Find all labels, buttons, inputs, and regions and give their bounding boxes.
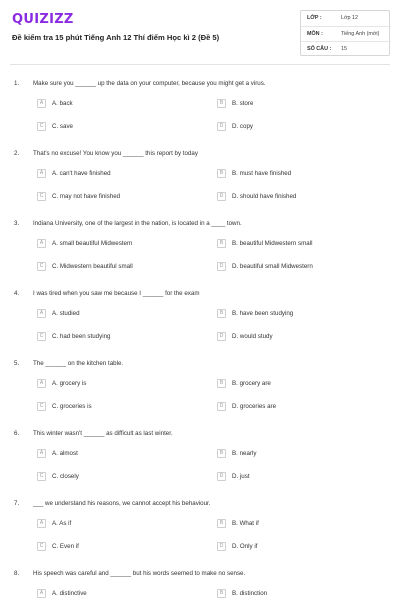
option-letter-badge: C	[37, 122, 46, 131]
option-letter-badge: C	[37, 192, 46, 201]
option-letter-badge: A	[37, 519, 46, 528]
option-letter-badge: B	[217, 589, 226, 598]
option-text: B. store	[232, 100, 254, 107]
option-text: C. closely	[52, 473, 79, 480]
option-letter-badge: D	[217, 402, 226, 411]
option-text: B. nearly	[232, 450, 257, 457]
option-text: C. groceries is	[52, 403, 92, 410]
question-text: This winter wasn't ______ as difficult as last winter.	[33, 430, 173, 437]
option-text: A. grocery is	[52, 380, 87, 387]
option-text: C. Even if	[52, 543, 79, 550]
meta-value: Tiếng Anh (mới)	[341, 31, 380, 37]
option-text: D. Only if	[232, 543, 258, 550]
option-letter-badge: C	[37, 262, 46, 271]
option-letter-badge: B	[217, 519, 226, 528]
option-text: C. Midwestern beautiful small	[52, 263, 133, 270]
option-letter-badge: A	[37, 169, 46, 178]
option-text: B. distinction	[232, 590, 268, 597]
meta-info-box	[300, 10, 390, 56]
option-text: A. small beautiful Midwestern	[52, 240, 133, 247]
option-letter-badge: D	[217, 542, 226, 551]
option-letter-badge: A	[37, 99, 46, 108]
option-letter-badge: A	[37, 589, 46, 598]
meta-label: LỚP :	[307, 15, 322, 21]
meta-label: MÔN :	[307, 31, 323, 37]
question-text: That's no excuse! You know you ______ this report by today	[33, 150, 198, 157]
option-letter-badge: D	[217, 192, 226, 201]
question-number: 1.	[14, 80, 20, 87]
option-text: D. copy	[232, 123, 253, 130]
option-text: D. groceries are	[232, 403, 277, 410]
meta-row-question-count	[301, 41, 391, 56]
question-number: 2.	[14, 150, 20, 157]
option-letter-badge: C	[37, 332, 46, 341]
option-letter-badge: B	[217, 99, 226, 108]
option-letter-badge: D	[217, 472, 226, 481]
quizizz-logo: QUIZIZZ	[12, 12, 74, 27]
option-letter-badge: B	[217, 169, 226, 178]
option-text: B. must have finished	[232, 170, 292, 177]
option-letter-badge: A	[37, 449, 46, 458]
option-letter-badge: B	[217, 449, 226, 458]
question-text: I was tired when you saw me because I ______ for the exam	[33, 290, 200, 297]
option-text: C. save	[52, 123, 73, 130]
question-number: 7.	[14, 500, 20, 507]
question-text: ___ we understand his reasons, we cannot accept his behaviour.	[33, 500, 211, 507]
option-text: A. can't have finished	[52, 170, 111, 177]
question-text: The ______ on the kitchen table.	[33, 360, 124, 367]
question-number: 4.	[14, 290, 20, 297]
header-divider	[10, 64, 390, 65]
option-letter-badge: C	[37, 542, 46, 551]
option-text: C. may not have finished	[52, 193, 121, 200]
option-text: D. would study	[232, 333, 273, 340]
option-letter-badge: A	[37, 379, 46, 388]
option-letter-badge: D	[217, 122, 226, 131]
option-text: A. almost	[52, 450, 78, 457]
meta-row-subject	[301, 26, 391, 41]
option-letter-badge: C	[37, 472, 46, 481]
option-text: B. What if	[232, 520, 259, 527]
meta-value: Lớp 12	[341, 15, 359, 21]
question-text: Indiana University, one of the largest in the nation, is located in a ____ town.	[33, 220, 242, 227]
option-letter-badge: B	[217, 239, 226, 248]
option-letter-badge: A	[37, 239, 46, 248]
option-text: A. studied	[52, 310, 80, 317]
meta-value: 15	[341, 46, 347, 52]
option-letter-badge: D	[217, 262, 226, 271]
question-number: 6.	[14, 430, 20, 437]
option-text: D. beautiful small Midwestern	[232, 263, 313, 270]
option-letter-badge: B	[217, 379, 226, 388]
question-number: 5.	[14, 360, 20, 367]
option-text: A. distinctive	[52, 590, 87, 597]
question-number: 8.	[14, 570, 20, 577]
question-number: 3.	[14, 220, 20, 227]
meta-row-class	[301, 11, 391, 26]
option-letter-badge: A	[37, 309, 46, 318]
option-text: A. back	[52, 100, 73, 107]
option-text: A. As if	[52, 520, 72, 527]
option-letter-badge: B	[217, 309, 226, 318]
option-text: D. should have finished	[232, 193, 297, 200]
option-text: D. just	[232, 473, 250, 480]
option-text: B. grocery are	[232, 380, 271, 387]
option-text: B. have been studying	[232, 310, 294, 317]
option-letter-badge: C	[37, 402, 46, 411]
question-text: Make sure you ______ up the data on your computer, because you might get a virus.	[33, 80, 266, 87]
page-title: Đề kiểm tra 15 phút Tiếng Anh 12 Thí điểm Học kì 2 (Đề 5)	[12, 33, 220, 42]
question-text: His speech was careful and ______ but his words seemed to make no sense.	[33, 570, 246, 577]
meta-label: SỐ CÂU :	[307, 46, 332, 52]
option-letter-badge: D	[217, 332, 226, 341]
option-text: B. beautiful Midwestern small	[232, 240, 313, 247]
option-text: C. had been studying	[52, 333, 111, 340]
